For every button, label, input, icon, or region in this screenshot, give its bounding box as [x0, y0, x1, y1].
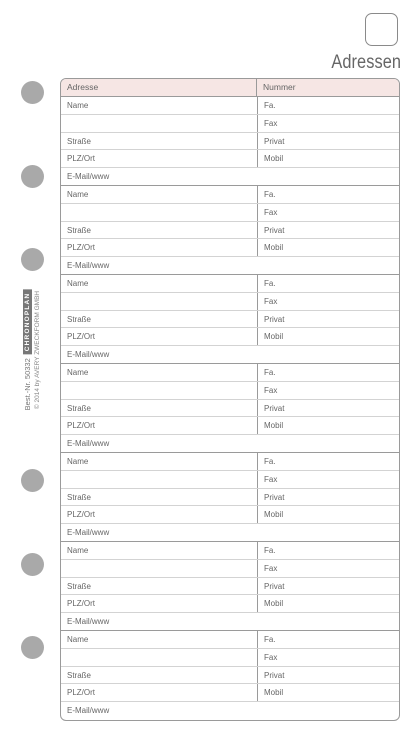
number-field-label[interactable]: Fax — [257, 382, 399, 399]
number-field-label[interactable]: Fa. — [257, 453, 399, 470]
address-field-label[interactable]: Straße — [67, 314, 92, 324]
entry-row — [61, 542, 399, 560]
address-field-label[interactable]: PLZ/Ort — [67, 510, 96, 520]
entry-row — [61, 311, 399, 329]
number-field-label[interactable] — [257, 168, 399, 185]
punch-hole — [21, 553, 44, 576]
entry-row — [61, 328, 399, 346]
address-field-label[interactable]: E-Mail/www — [67, 617, 110, 627]
number-field-label[interactable]: Privat — [257, 489, 399, 506]
address-field-label[interactable]: Straße — [67, 492, 92, 502]
index-tab-box — [365, 13, 398, 46]
table-header — [61, 79, 399, 97]
number-field-label[interactable] — [257, 346, 399, 363]
address-entry — [61, 453, 399, 542]
entry-row — [61, 115, 399, 133]
address-field-label[interactable]: Straße — [67, 670, 92, 680]
entry-row — [61, 239, 399, 257]
number-field-label[interactable]: Fa. — [257, 542, 399, 559]
address-field-label[interactable]: PLZ/Ort — [67, 421, 96, 431]
entry-row — [61, 578, 399, 596]
address-field-label[interactable]: Name — [67, 189, 89, 199]
address-field-label[interactable]: E-Mail/www — [67, 261, 110, 271]
address-field-label[interactable] — [61, 382, 257, 399]
address-field-label[interactable] — [61, 293, 257, 310]
number-field-label[interactable] — [257, 524, 399, 541]
address-field-label[interactable]: E-Mail/www — [67, 706, 110, 716]
address-field-label[interactable]: E-Mail/www — [67, 439, 110, 449]
entry-row — [61, 364, 399, 382]
address-field-label[interactable]: E-Mail/www — [67, 528, 110, 538]
address-entry — [61, 275, 399, 364]
address-field-label[interactable]: PLZ/Ort — [67, 332, 96, 342]
entry-row — [61, 506, 399, 524]
copyright-text: © 2014 by AVERY ZWECKFORM GMBH — [34, 290, 41, 410]
number-field-label[interactable]: Fax — [257, 649, 399, 666]
punch-hole — [21, 248, 44, 271]
punch-hole — [21, 469, 44, 492]
entry-row — [61, 257, 399, 275]
address-entry — [61, 542, 399, 631]
number-field-label[interactable]: Mobil — [257, 417, 399, 434]
entry-row — [61, 150, 399, 168]
number-field-label[interactable] — [257, 702, 399, 720]
address-entry — [61, 364, 399, 453]
number-field-label[interactable] — [257, 613, 399, 630]
header-number: Nummer — [263, 82, 296, 92]
address-field-label[interactable]: Name — [67, 545, 89, 555]
entry-row — [61, 346, 399, 364]
address-entry — [61, 186, 399, 275]
address-field-label[interactable]: PLZ/Ort — [67, 154, 96, 164]
entry-row — [61, 489, 399, 507]
number-field-label[interactable]: Fa. — [257, 364, 399, 381]
entry-row — [61, 613, 399, 631]
entry-row — [61, 222, 399, 240]
address-field-label[interactable] — [61, 204, 257, 221]
entry-row — [61, 435, 399, 453]
punch-hole — [21, 636, 44, 659]
number-field-label[interactable]: Fa. — [257, 275, 399, 292]
address-field-label[interactable] — [61, 471, 257, 488]
address-field-label[interactable]: PLZ/Ort — [67, 688, 96, 698]
address-field-label[interactable] — [61, 649, 257, 666]
punch-hole — [21, 165, 44, 188]
address-field-label[interactable] — [61, 115, 257, 132]
address-blocks — [61, 97, 399, 720]
entry-row — [61, 97, 399, 115]
number-field-label[interactable]: Mobil — [257, 328, 399, 345]
address-field-label[interactable] — [61, 560, 257, 577]
number-field-label[interactable]: Mobil — [257, 684, 399, 701]
entry-row — [61, 275, 399, 293]
address-field-label[interactable]: PLZ/Ort — [67, 599, 96, 609]
address-field-label[interactable]: Name — [67, 634, 89, 644]
number-field-label[interactable]: Mobil — [257, 595, 399, 612]
number-field-label[interactable]: Mobil — [257, 506, 399, 523]
number-field-label[interactable]: Mobil — [257, 150, 399, 167]
entry-row — [61, 649, 399, 667]
address-field-label[interactable]: Straße — [67, 581, 92, 591]
address-field-label[interactable]: Straße — [67, 225, 92, 235]
entry-row — [61, 382, 399, 400]
address-field-label[interactable]: E-Mail/www — [67, 350, 110, 360]
number-field-label[interactable]: Privat — [257, 222, 399, 239]
page-title: Adressen — [331, 52, 401, 73]
entry-row — [61, 204, 399, 222]
entry-row — [61, 293, 399, 311]
entry-row — [61, 595, 399, 613]
number-field-label[interactable]: Fax — [257, 115, 399, 132]
number-field-label[interactable]: Fax — [257, 560, 399, 577]
number-field-label[interactable]: Fax — [257, 471, 399, 488]
entry-row — [61, 400, 399, 418]
entry-row — [61, 667, 399, 685]
entry-row — [61, 417, 399, 435]
address-field-label[interactable]: Name — [67, 101, 89, 110]
order-number: Best.-Nr. 50332 — [23, 358, 32, 411]
address-field-label[interactable]: Name — [67, 367, 89, 377]
entry-row — [61, 471, 399, 489]
number-field-label[interactable]: Fa. — [257, 97, 399, 114]
address-field-label[interactable]: E-Mail/www — [67, 172, 110, 182]
entry-row — [61, 168, 399, 186]
number-field-label[interactable]: Mobil — [257, 239, 399, 256]
entry-row — [61, 524, 399, 542]
number-field-label[interactable]: Privat — [257, 400, 399, 417]
number-field-label[interactable]: Privat — [257, 311, 399, 328]
number-field-label[interactable]: Privat — [257, 578, 399, 595]
address-table — [60, 78, 400, 721]
number-field-label[interactable]: Fax — [257, 204, 399, 221]
address-field-label[interactable]: PLZ/Ort — [67, 243, 96, 253]
address-entry — [61, 97, 399, 186]
entry-row — [61, 560, 399, 578]
number-field-label[interactable]: Fa. — [257, 186, 399, 203]
number-field-label[interactable]: Fax — [257, 293, 399, 310]
punch-hole — [21, 81, 44, 104]
address-field-label[interactable]: Name — [67, 278, 89, 288]
entry-row — [61, 631, 399, 649]
entry-row — [61, 453, 399, 471]
number-field-label[interactable]: Privat — [257, 667, 399, 684]
address-entry — [61, 631, 399, 720]
entry-row — [61, 133, 399, 151]
number-field-label[interactable]: Privat — [257, 133, 399, 150]
address-field-label[interactable]: Straße — [67, 136, 92, 146]
number-field-label[interactable]: Fa. — [257, 631, 399, 648]
entry-row — [61, 684, 399, 702]
brand-logo: CHRONOPLAN — [23, 290, 32, 355]
address-field-label[interactable]: Name — [67, 456, 89, 466]
entry-row — [61, 702, 399, 720]
address-field-label[interactable]: Straße — [67, 403, 92, 413]
number-field-label[interactable] — [257, 435, 399, 452]
entry-row — [61, 186, 399, 204]
header-address: Adresse — [61, 79, 257, 96]
number-field-label[interactable] — [257, 257, 399, 274]
